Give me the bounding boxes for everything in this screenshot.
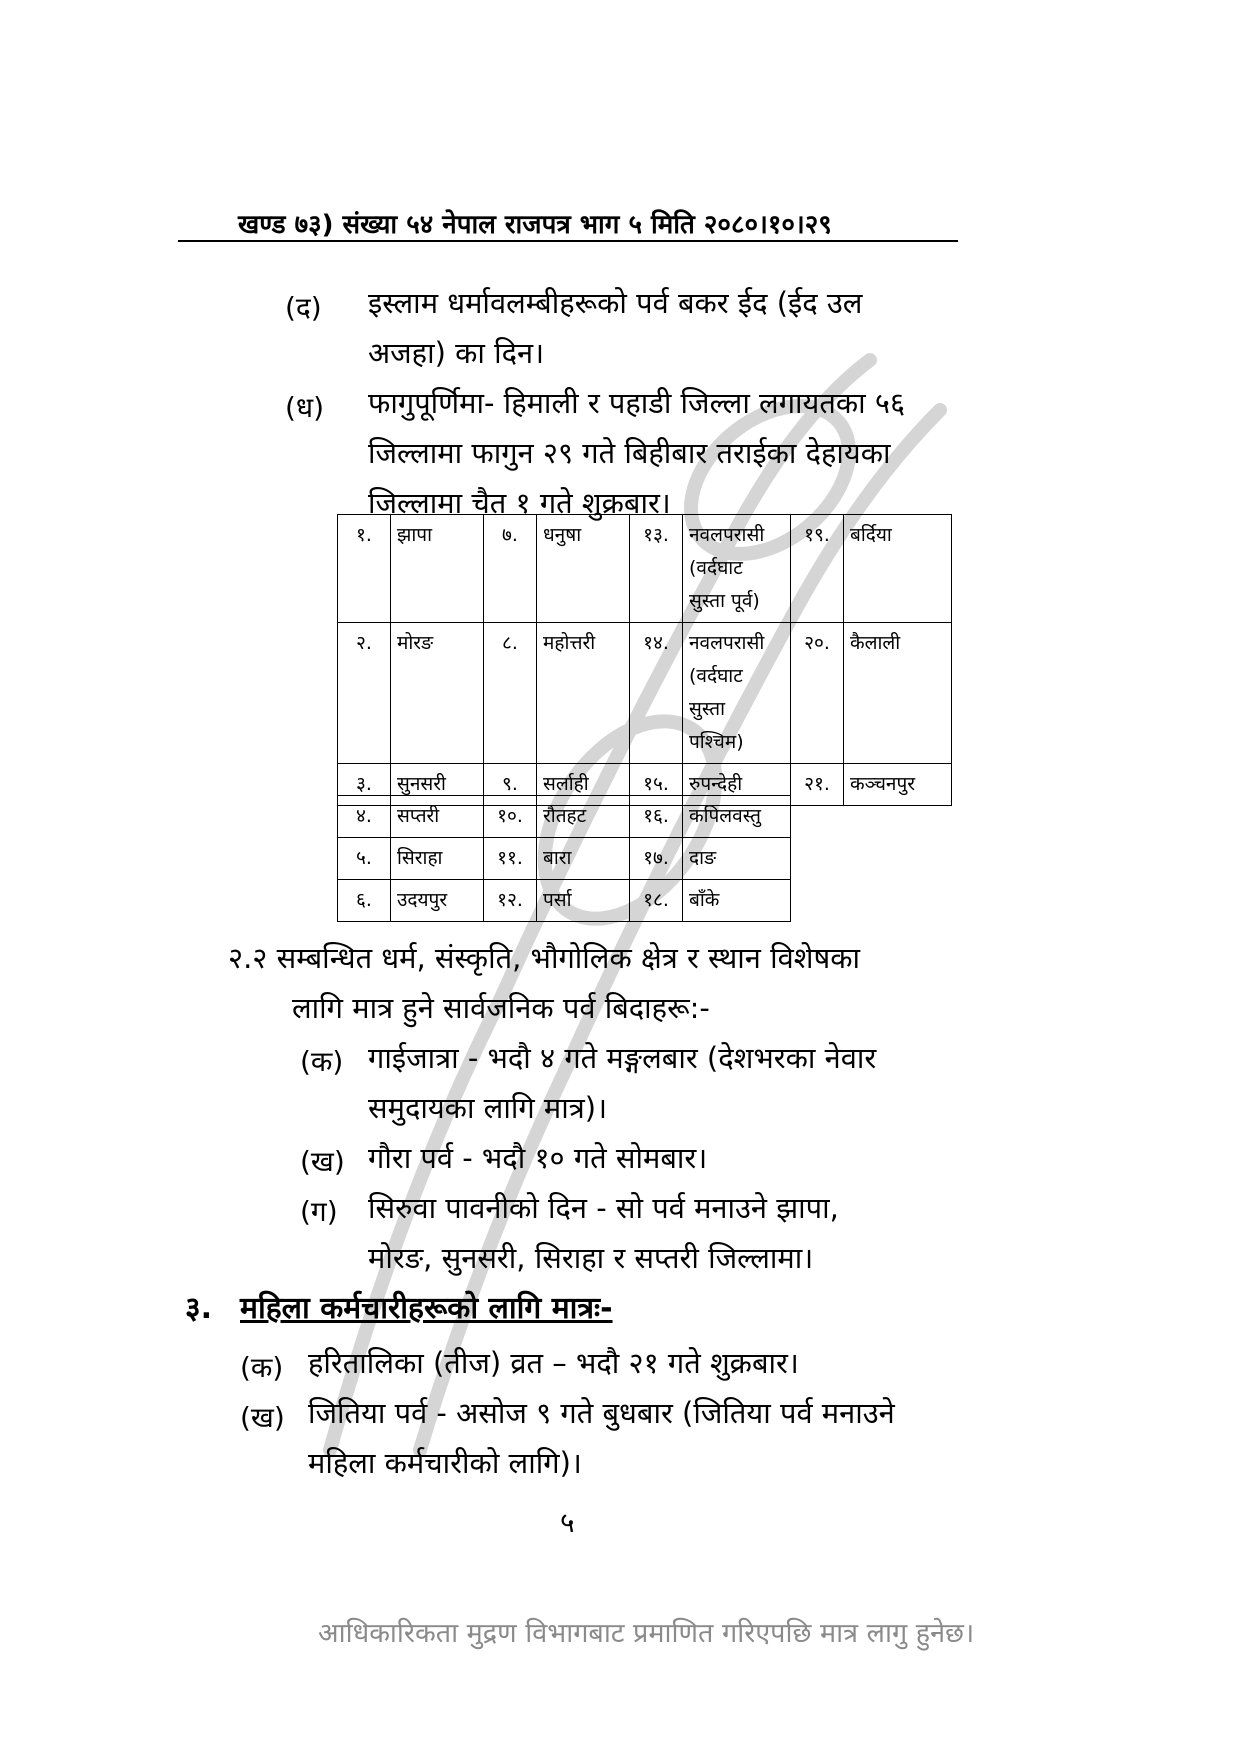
table-cell-number: ११. [484,838,537,880]
table-cell-district: सर्लाही [537,764,630,806]
item-dha-line-2: जिल्लामा फागुन २९ गते बिहीबार तराईका देहायका [368,436,891,470]
table-cell-district: बारा [537,838,630,880]
table-cell-district: रुपन्देही [683,764,791,806]
item-da-label: (द) [285,291,322,324]
table-cell-district: पर्सा [537,880,630,922]
item-3-kha-line-1: जितिया पर्व - असोज ९ गते बुधबार (जितिया पर्व मनाउने [308,1396,895,1430]
table-row [338,838,791,880]
table-cell-district: मोरङ [391,623,484,764]
table-cell-district: सिराहा [391,838,484,880]
item-ga-line-2: मोरङ, सुनसरी, सिराहा र सप्तरी जिल्लामा। [368,1241,814,1275]
table-cell-district: नवलपरासी (वर्दघाट सुस्ता पश्चिम) [683,623,791,764]
table-cell-number: ३. [338,764,391,806]
item-3-kha-line-2: महिला कर्मचारीको लागि)। [308,1446,582,1480]
table-cell-number: १२. [484,880,537,922]
table-cell-number: १. [338,515,391,623]
table-cell-district: सप्तरी [391,796,484,838]
table-row [338,623,952,764]
section-2-2-line-1: २.२ सम्बन्धित धर्म, संस्कृति, भौगोलिक क्षेत्र र स्थान विशेषका [228,941,861,975]
footer-note: आधिकारिकता मुद्रण विभागबाट प्रमाणित गरिएपछि मात्र लागु हुनेछ। [318,1618,975,1649]
table-cell-district: धनुषा [537,515,630,623]
item-ka-label: (क) [300,1045,344,1078]
page-number: ५ [560,1506,575,1539]
district-table-a [337,514,952,806]
table-cell-number: १५. [630,764,683,806]
table-row [338,880,791,922]
table-cell-number: २. [338,623,391,764]
item-da-line-1: इस्लाम धर्मावलम्बीहरूको पर्व बकर ईद (ईद उल [368,286,863,320]
item-dha-line-3: जिल्लामा चैत १ गते शुक्रबार। [368,486,671,520]
section-3-title [240,1286,613,1327]
item-ga-label: (ग) [300,1195,338,1228]
table-cell-number: ४. [338,796,391,838]
item-3-ka-line-1: हरितालिका (तीज) व्रत – भदौ २१ गते शुक्रबार। [308,1346,799,1380]
table-cell-district: झापा [391,515,484,623]
table-cell-number: १८. [630,880,683,922]
table-cell-number: ८. [484,623,537,764]
table-cell-number: १९. [791,515,844,623]
table-cell-number: १४. [630,623,683,764]
table-cell-number: २१. [791,764,844,806]
item-dha-line-1: फागुपूर्णिमा- हिमाली र पहाडी जिल्ला लगायतका ५६ [368,386,906,420]
district-table-b [337,795,791,922]
table-cell-district: कञ्चनपुर [844,764,952,806]
table-cell-number: २०. [791,623,844,764]
item-da-line-2: अजहा) का दिन। [368,336,545,370]
table-cell-district: उदयपुर [391,880,484,922]
table-cell-district: नवलपरासी (वर्दघाट सुस्ता पूर्व) [683,515,791,623]
section-3-number: ३. [185,1291,212,1326]
section-3-title-text: महिला कर्मचारीहरूको लागि मात्रः- [240,1291,613,1326]
table-row [338,515,952,623]
table-cell-district: सुनसरी [391,764,484,806]
item-kha-label: (ख) [300,1145,345,1178]
table-cell-number: ७. [484,515,537,623]
item-kha-line-1: गौरा पर्व - भदौ १० गते सोमबार। [368,1141,708,1175]
item-ka-line-1: गाईजात्रा - भदौ ४ गते मङ्गलबार (देशभरका नेवार [368,1041,877,1075]
section-2-2-line-2: लागि मात्र हुने सार्वजनिक पर्व बिदाहरू:- [292,991,710,1025]
table-cell-district: रौतहट [537,796,630,838]
table-cell-number: ६. [338,880,391,922]
item-dha-label: (ध) [285,391,325,424]
table-cell-district: महोत्तरी [537,623,630,764]
item-3-ka-label: (क) [240,1351,284,1384]
table-cell-number: ५. [338,838,391,880]
table-cell-number: १३. [630,515,683,623]
table-cell-number: १७. [630,838,683,880]
table-cell-number: १०. [484,796,537,838]
item-3-kha-label: (ख) [240,1401,285,1434]
item-ga-line-1: सिरुवा पावनीको दिन - सो पर्व मनाउने झापा, [368,1191,839,1225]
item-ka-line-2: समुदायका लागि मात्र)। [368,1091,608,1125]
table-row [338,796,791,838]
table-cell-number: १६. [630,796,683,838]
table-cell-district: कपिलवस्तु [683,796,791,838]
table-cell-district: बर्दिया [844,515,952,623]
table-cell-district: कैलाली [844,623,952,764]
header-rule [178,240,958,242]
table-cell-district: दाङ [683,838,791,880]
gazette-header: खण्ड ७३) संख्या ५४ नेपाल राजपत्र भाग ५ मिति २०८०।१०।२९ [238,210,832,240]
table-cell-number: ९. [484,764,537,806]
table-cell-district: बाँके [683,880,791,922]
